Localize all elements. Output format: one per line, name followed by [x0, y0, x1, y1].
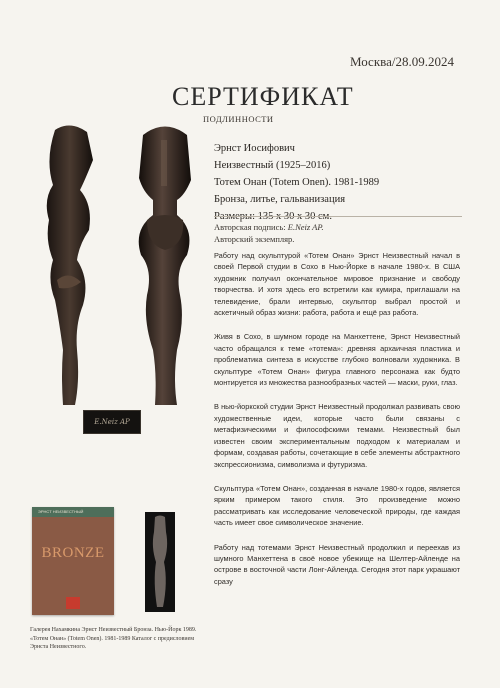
certificate-subtitle: ПОДЛИННОСТИ: [203, 114, 274, 124]
paragraph: Скульптура «Тотем Онан», созданная в начале 1980-х годов, является ярким примером такого стиля. Это произведение можно рассматривать как исследование человеческой природы, где каждая часть имеет свое символическое значение.: [214, 483, 460, 528]
paragraph: Работу над тотемами Эрнст Неизвестный продолжил и переехав из шумного Манхеттена в своё новое убежище на Шелтер-Айленде на острове в восточной части Лонг-Айленда. Сегодня этот парк украшают сразу: [214, 542, 460, 586]
artwork-title: Тотем Онан (Totem Onen). 1981-1989: [214, 177, 380, 188]
artist-name: Эрнст Иосифович: [214, 143, 295, 154]
paragraph: В нью-йоркской студии Эрнст Неизвестный продолжал развивать свою художественные идеи, которые часто были связаны с метафизическими и философскими темами. Неизвестный был известен своим экспериментальным подходом к материалам и формам, создавая работы, сочетающие в себе элементы абстрактного экспрессионизма, символизма и футуризма.: [214, 402, 460, 469]
sculpture-photos: [30, 120, 210, 410]
paragraph: Живя в Сохо, в шумном городе на Манхеттене, Эрнст Неизвестный часто обращался к теме «тотема»: древняя архаичная пластика и проблематика синтеза в искусстве глубоко волновали художника. В скульптуре «Тотем Онан» фигура главного персонажа как будто монтируется из множества разнообразных частей — маски, руки, глаз.: [214, 332, 460, 388]
divider: [214, 216, 462, 217]
catalog-sculpture-photo: [145, 512, 175, 612]
artist-surname-years: Неизвестный (1925–2016): [214, 160, 331, 171]
city-date: Москва/28.09.2024: [350, 54, 454, 69]
catalog-book-cover: [32, 507, 114, 615]
signature-label: Авторская подпись:: [214, 222, 286, 232]
sculpture-front-view: [125, 120, 205, 410]
copy-type: Авторский экземпляр.: [214, 234, 295, 244]
paragraph: Работу над скульптурой «Тотем Онан» Эрнст Неизвестный начал в своей Первой студии в Сохо в Нью-Йорке в начале 1980-х. В США художник получил окончательное мировое признание и свободу творчества. И хотя здесь его встретили как кумира, приглашали на телевидение, брали интервью, скульптор выбрал простой и аскетичный образ жизни: работа, работа и ещё раз работа.: [214, 251, 460, 318]
book-band-text: ЭРНСТ НЕИЗВЕСТНЫЙ: [38, 509, 84, 514]
signature-info: [214, 221, 324, 245]
artwork-medium: Бронза, литье, гальванизация: [214, 194, 346, 205]
certificate-title: СЕРТИФИКАТ: [172, 82, 354, 111]
sculpture-side-view: [35, 120, 105, 410]
signature-plate: E.Neiz AP: [83, 410, 141, 434]
signature-value: E.Neiz AP.: [287, 222, 324, 232]
description: [214, 250, 460, 600]
artwork-details: [214, 140, 379, 225]
book-title: BRONZE: [41, 545, 105, 561]
sculpture-thumbnail: [145, 512, 175, 612]
publisher-logo-icon: [66, 597, 80, 609]
catalog-caption: Галерея Нахамкина Эрнст Неизвестный Бронза. Нью-Йорк 1989. «Тотем Онан» (Totem Onen). 1981-1989 Каталог с предисловием Эрнста Неизвестного.: [30, 627, 197, 650]
